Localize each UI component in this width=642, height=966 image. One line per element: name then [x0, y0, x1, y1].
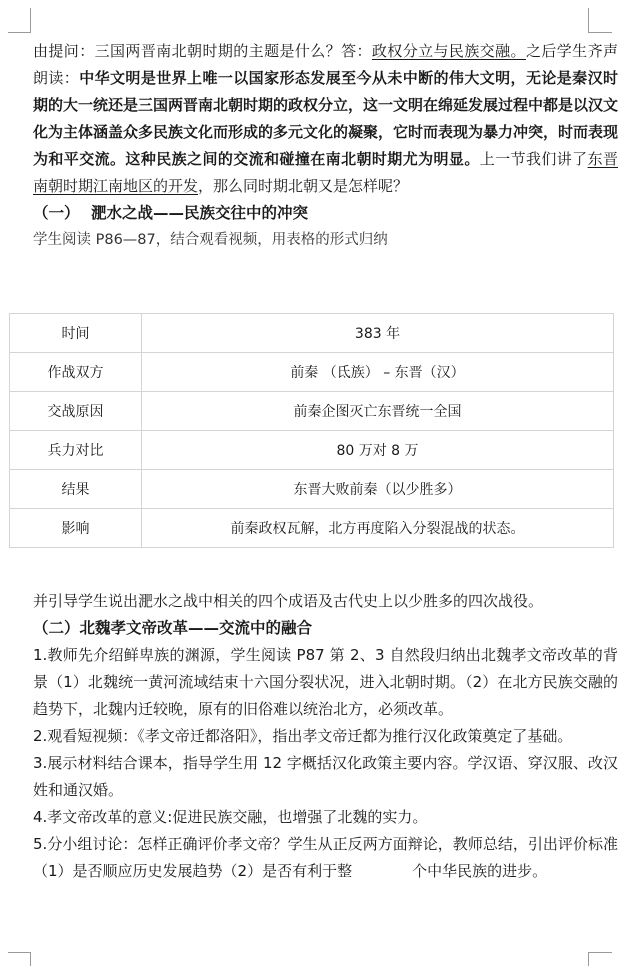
list-item: 4.孝文帝改革的意义:促进民族交融，也增强了北魏的实力。 — [33, 808, 428, 826]
row-label: 兵力对比 — [10, 431, 142, 470]
guide-paragraph: 并引导学生说出淝水之战中相关的四个成语及古代史上以少胜多的四次战役。 — [33, 592, 544, 610]
table-row — [10, 509, 614, 548]
crop-mark-top-left-h — [8, 32, 31, 33]
intro-paragraph — [33, 38, 618, 200]
crop-mark-bottom-left-v — [30, 952, 31, 966]
crop-mark-top-left-v — [30, 8, 31, 32]
lower-section — [33, 588, 618, 885]
document-body — [33, 38, 618, 254]
section-title: 淝水之战——民族交往中的冲突 — [91, 204, 309, 222]
row-value: 东晋大败前秦（以少胜多） — [142, 470, 614, 509]
crop-mark-bottom-left-h — [8, 952, 31, 953]
row-value: 前秦政权瓦解，北方再度陷入分裂混战的状态。 — [142, 509, 614, 548]
crop-mark-top-right-h — [588, 32, 612, 33]
transition-question: ，那么同时期北朝又是怎样呢？ — [198, 177, 409, 195]
battle-summary-table — [9, 313, 614, 548]
list-item: 5.分小组讨论：怎样正确评价孝文帝？学生从正反两方面辩论，教师总结，引出评价标准（1）是否顺应历史发展趋势（2）是否有利于整 个中华民族的进步。 — [33, 835, 618, 880]
recited-passage: 中华文明是世界上唯一以国家形态发展至今从未中断的伟大文明，无论是秦汉时期的大一统还是三国两晋南北朝时期的政权分立，这一文明在绵延发展过程中都是以汉文化为主体涵盖众多民族文化而形成的多元文化的凝聚，它时而表现为暴力冲突，时而表现为和平交流。这种民族之间的交流和碰撞在南北朝时期尤为明显。 — [33, 69, 619, 168]
table-row — [10, 314, 614, 353]
question-text: 由提问：三国两晋南北朝时期的主题是什么？答： — [33, 42, 372, 60]
table-row — [10, 431, 614, 470]
row-value: 80 万对 8 万 — [142, 431, 614, 470]
table-row — [10, 353, 614, 392]
crop-mark-top-right-v — [588, 8, 589, 32]
answer-underlined: 政权分立与民族交融。 — [371, 42, 526, 60]
list-item: 2.观看短视频：《孝文帝迁都洛阳》，指出孝文帝迁都为推行汉化政策奠定了基础。 — [33, 727, 573, 745]
section-number: （一） — [33, 204, 80, 222]
row-label: 结果 — [10, 470, 142, 509]
reading-instruction: 学生阅读 P86—87，结合观看视频，用表格的形式归纳 — [33, 232, 388, 248]
list-item: 3.展示材料结合课本，指导学生用 12 字概括汉化政策主要内容。学汉语、穿汉服、改汉姓和通汉婚。 — [33, 754, 618, 799]
transition-text: 上一节我们讲了 — [479, 150, 588, 168]
crop-mark-bottom-right-v — [588, 952, 589, 966]
table-row — [10, 470, 614, 509]
reading-lead: 之后学生齐声朗读： — [33, 42, 618, 87]
row-label: 影响 — [10, 509, 142, 548]
crop-mark-bottom-right-h — [588, 952, 612, 953]
row-label: 交战原因 — [10, 392, 142, 431]
section-heading-xiaowen: （二）北魏孝文帝改革——交流中的融合 — [33, 619, 313, 637]
row-value: 383 年 — [142, 314, 614, 353]
row-label: 时间 — [10, 314, 142, 353]
section-heading-feishui — [33, 200, 618, 227]
list-item: 1.教师先介绍鲜卑族的渊源，学生阅读 P87 第 2、3 自然段归纳出北魏孝文帝改革的背景（1）北魏统一黄河流域结束十六国分裂状况，进入北朝时期。（2）在北方民族交融的趋势下，北魏内迁较晚，原有的旧俗难以统治北方，必须改革。 — [33, 646, 618, 718]
previous-lesson-underlined: 东晋南朝时期江南地区的开发 — [33, 150, 618, 195]
row-value: 前秦企图灭亡东晋统一全国 — [142, 392, 614, 431]
row-label: 作战双方 — [10, 353, 142, 392]
table-row — [10, 392, 614, 431]
row-value: 前秦 （氐族） – 东晋（汉） — [142, 353, 614, 392]
